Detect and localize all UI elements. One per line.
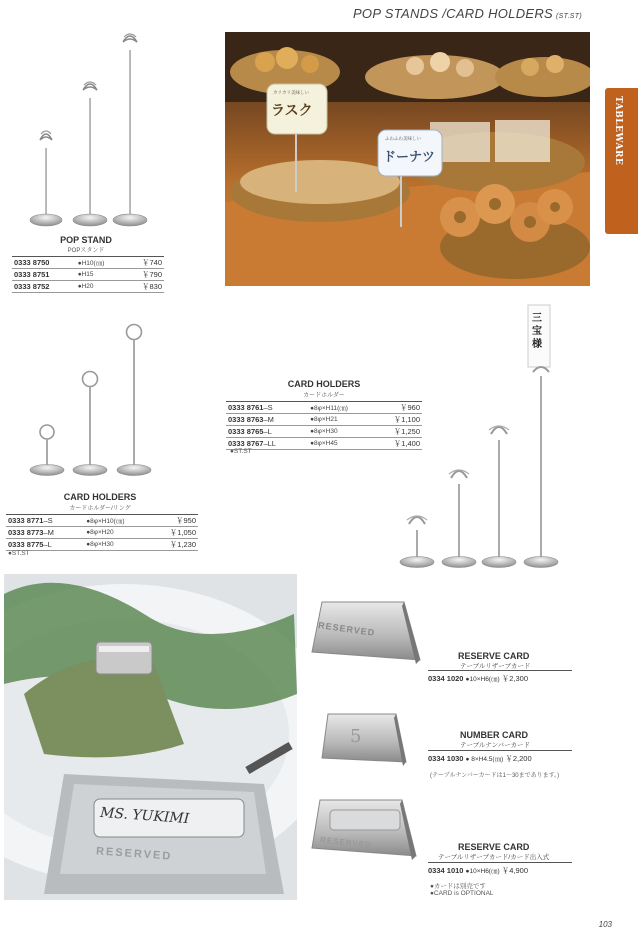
- table-row: [226, 414, 422, 426]
- table-row: [6, 527, 198, 539]
- page-header: [353, 6, 582, 21]
- product-size: ●8φ×H21: [308, 414, 374, 426]
- sign-small-text: ふわふわ美味しい: [385, 136, 421, 141]
- table-row: [226, 402, 422, 414]
- product-code: 0333 8767–LL: [226, 438, 308, 450]
- sign-donut: ドーナツ: [383, 149, 435, 164]
- number-card-subtitle: テーブルナンバーカード: [460, 742, 531, 749]
- product-code: 0333 8771–S: [6, 515, 84, 527]
- product-price: ￥740: [125, 257, 164, 269]
- card-holders-ring-subtitle: カードホルダー/リング: [69, 506, 131, 512]
- product-price: ￥830: [125, 281, 164, 293]
- pop-stand-illustration: [20, 30, 170, 230]
- product-code: 0333 8751: [12, 269, 76, 281]
- card-holders-subtitle: カードホルダー: [303, 393, 345, 399]
- table-row: [12, 281, 164, 293]
- product-price: ￥790: [125, 269, 164, 281]
- pop-stand-table: [12, 256, 164, 293]
- table-row: [12, 269, 164, 281]
- table-setting-photo: [4, 574, 297, 900]
- section-tab-label: TABLEWARE: [613, 96, 623, 166]
- number-card-spec: [428, 750, 572, 764]
- table-row: [226, 438, 422, 450]
- material-note: ●ST.ST: [230, 448, 252, 455]
- table-row: [6, 539, 198, 551]
- card-holders-title: CARD HOLDERS: [287, 379, 361, 389]
- engraved-text: RESERVED: [317, 620, 376, 638]
- card-holder-ring-illustration: [20, 320, 170, 482]
- product-price: ￥950: [151, 515, 198, 527]
- reserve-card-insert-image: [310, 796, 420, 866]
- product-code: 0334 1020: [428, 674, 464, 683]
- product-size: ●H10(㎝): [76, 257, 126, 269]
- number-card-image: [320, 710, 410, 772]
- product-size: ●10×H6(㎝): [465, 676, 500, 683]
- product-price: ￥1,100: [374, 414, 422, 426]
- table-row: [226, 426, 422, 438]
- product-price: ￥960: [374, 402, 422, 414]
- product-code: 0333 8750: [12, 257, 76, 269]
- product-size: ● 8×H4.5(㎝): [465, 756, 504, 763]
- sign-small-text: カリカリ美味しい: [273, 90, 309, 95]
- place-card-name: MS. YUKIMI: [99, 804, 190, 828]
- card-holder-clip-illustration: [395, 300, 575, 575]
- reserve-card-insert-subtitle: テーブルリザーブカード/カード出入式: [438, 854, 550, 861]
- card-holders-ring-table: [6, 514, 198, 551]
- table-row: [6, 515, 198, 527]
- product-size: ●8φ×H45: [308, 438, 374, 450]
- sign-rasuku: ラスク: [271, 102, 313, 118]
- page-number: 103: [598, 920, 612, 929]
- number-card-note: (テーブルナンバーカードは1～30まであります。): [430, 773, 560, 779]
- product-size: ●8φ×H10(㎝): [84, 515, 150, 527]
- table-row: [12, 257, 164, 269]
- reserve-card-title: RESERVE CARD: [458, 651, 530, 661]
- product-code: 0333 8765–L: [226, 426, 308, 438]
- material-note: ●ST.ST: [8, 550, 30, 557]
- product-price: ￥1,050: [151, 527, 198, 539]
- section-tab[interactable]: [605, 88, 638, 234]
- product-size: ●8φ×H30: [84, 539, 150, 551]
- product-size: ●H20: [76, 281, 126, 293]
- card-holders-table: [226, 401, 422, 450]
- product-code: 0333 8775–L: [6, 539, 84, 551]
- product-code: 0334 1010: [428, 866, 464, 875]
- product-price: ￥2,200: [505, 754, 532, 763]
- product-price: ￥1,250: [374, 426, 422, 438]
- pop-stand-subtitle: POPスタンド: [67, 248, 105, 254]
- product-code: 0333 8763–M: [226, 414, 308, 426]
- header-title: POP STANDS /CARD HOLDERS: [352, 6, 554, 21]
- reserve-card-subtitle: テーブルリザーブカード: [460, 663, 531, 670]
- product-price: ￥1,400: [374, 438, 422, 450]
- product-price: ￥2,300: [501, 674, 529, 683]
- product-code: 0333 8752: [12, 281, 76, 293]
- product-size: ●8φ×H11(㎝): [308, 402, 374, 414]
- header-suffix: (ST.ST): [556, 13, 582, 20]
- engraved-text: RESERVED: [95, 845, 173, 863]
- reserve-card-spec: [428, 670, 572, 684]
- number-card-title: NUMBER CARD: [460, 730, 528, 740]
- optional-note-en: ●CARD is OPTIONAL: [430, 890, 494, 897]
- product-size: ●8φ×H30: [308, 426, 374, 438]
- card-number: 5: [350, 726, 362, 747]
- card-holders-ring-title: CARD HOLDERS: [63, 492, 137, 502]
- product-size: ●H15: [76, 269, 126, 281]
- reserve-card-insert-spec: [428, 862, 572, 876]
- bakery-display-photo: [225, 32, 590, 286]
- optional-note-jp: ●カードは別売です: [430, 883, 486, 890]
- product-code: 0333 8773–M: [6, 527, 84, 539]
- pop-stand-title: POP STAND: [60, 235, 112, 245]
- product-price: ￥1,230: [151, 539, 198, 551]
- product-size: ●8φ×H20: [84, 527, 150, 539]
- reserve-card-insert-title: RESERVE CARD: [458, 842, 530, 852]
- product-price: ￥4,900: [501, 866, 529, 875]
- product-size: ●10×H6(㎝): [465, 868, 500, 875]
- product-code: 0334 1030: [428, 754, 464, 763]
- product-code: 0333 8761–S: [226, 402, 308, 414]
- engraved-text: RESERVED: [319, 835, 373, 850]
- sample-card-text: 三宝様: [532, 313, 542, 350]
